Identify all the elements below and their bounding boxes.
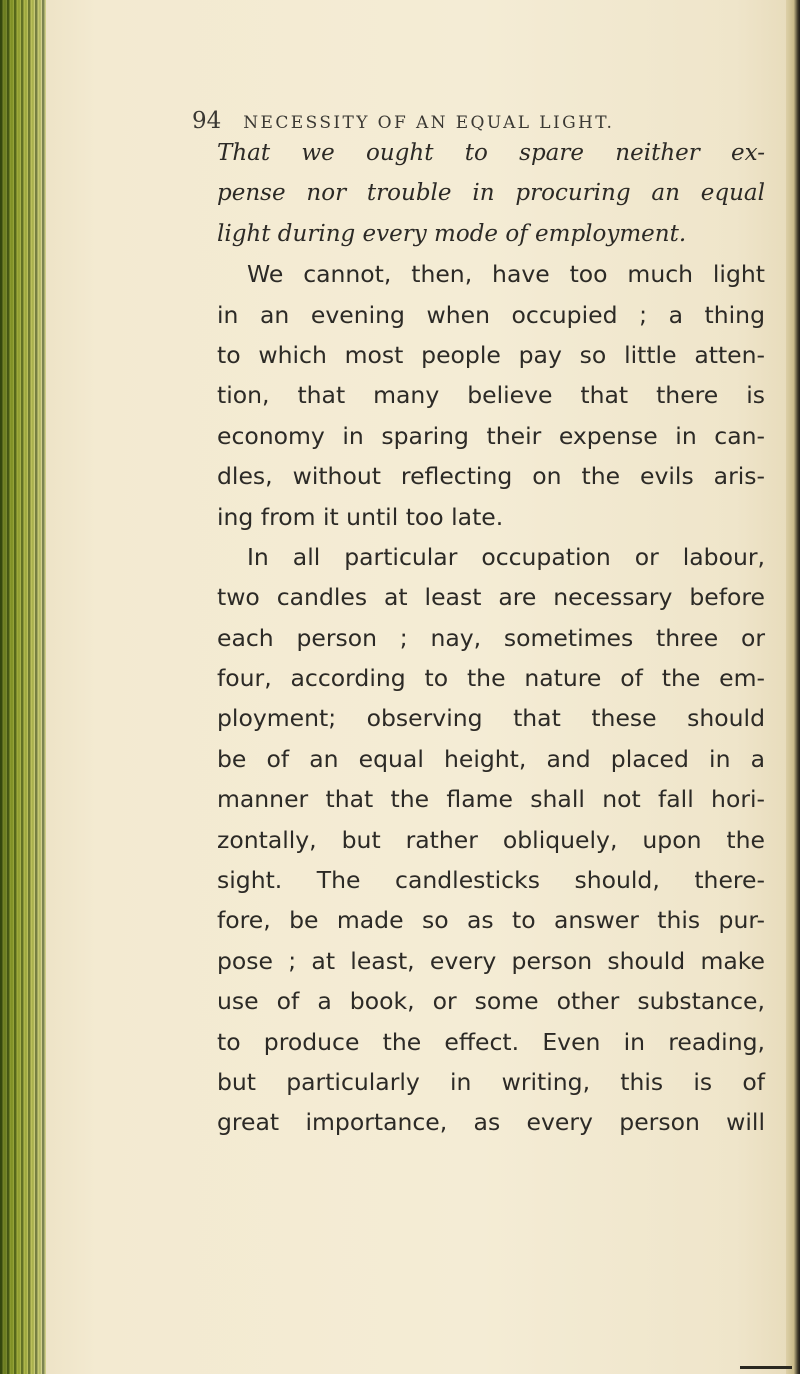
text-line: zontally, but rather obliquely, upon the bbox=[217, 825, 765, 854]
text-line: ing from it until too late. bbox=[217, 502, 504, 531]
text-line: pose ; at least, every person should make bbox=[217, 946, 765, 975]
text-line: but particularly in writing, this is of bbox=[217, 1067, 765, 1096]
text-line: In all particular occupation or labour, bbox=[247, 542, 765, 571]
text-line: dles, without reflecting on the evils aris- bbox=[217, 462, 765, 491]
text-line: manner that the flame shall not fall hori- bbox=[217, 785, 765, 814]
text-line: to which most people pay so little atten- bbox=[217, 340, 765, 369]
text-line: use of a book, or some other substance, bbox=[217, 987, 765, 1016]
page-corner-rule bbox=[740, 1366, 792, 1369]
text-line: in an evening when occupied ; a thing bbox=[217, 300, 765, 329]
running-head-title: NECESSITY OF AN EQUAL LIGHT. bbox=[243, 113, 615, 133]
text-line: two candles at least are necessary before bbox=[217, 583, 765, 612]
book-binding-edge bbox=[0, 0, 46, 1374]
text-line: each person ; nay, sometimes three or bbox=[217, 623, 765, 652]
text-line: sight. The candlesticks should, there- bbox=[217, 866, 765, 895]
text-line: great importance, as every person will bbox=[217, 1108, 765, 1137]
page-number: 94 bbox=[192, 108, 222, 134]
text-line: tion, that many believe that there is bbox=[217, 381, 765, 410]
text-line: light during every mode of employment. bbox=[217, 220, 687, 247]
body-text bbox=[217, 133, 765, 1143]
text-line: fore, be made so as to answer this pur- bbox=[217, 906, 765, 935]
text-line: ployment; observing that these should bbox=[217, 704, 765, 733]
text-line: We cannot, then, have too much light bbox=[247, 260, 765, 289]
text-line: That we ought to spare neither ex- bbox=[217, 140, 765, 166]
text-line: be of an equal height, and placed in a bbox=[217, 744, 765, 773]
text-line: four, according to the nature of the em- bbox=[217, 664, 765, 693]
text-line: pense nor trouble in procuring an equal bbox=[217, 180, 765, 207]
text-line: to produce the effect. Even in reading, bbox=[217, 1027, 765, 1056]
running-header bbox=[192, 108, 614, 134]
text-line: economy in sparing their expense in can- bbox=[217, 421, 765, 450]
page-right-edge bbox=[786, 0, 800, 1374]
